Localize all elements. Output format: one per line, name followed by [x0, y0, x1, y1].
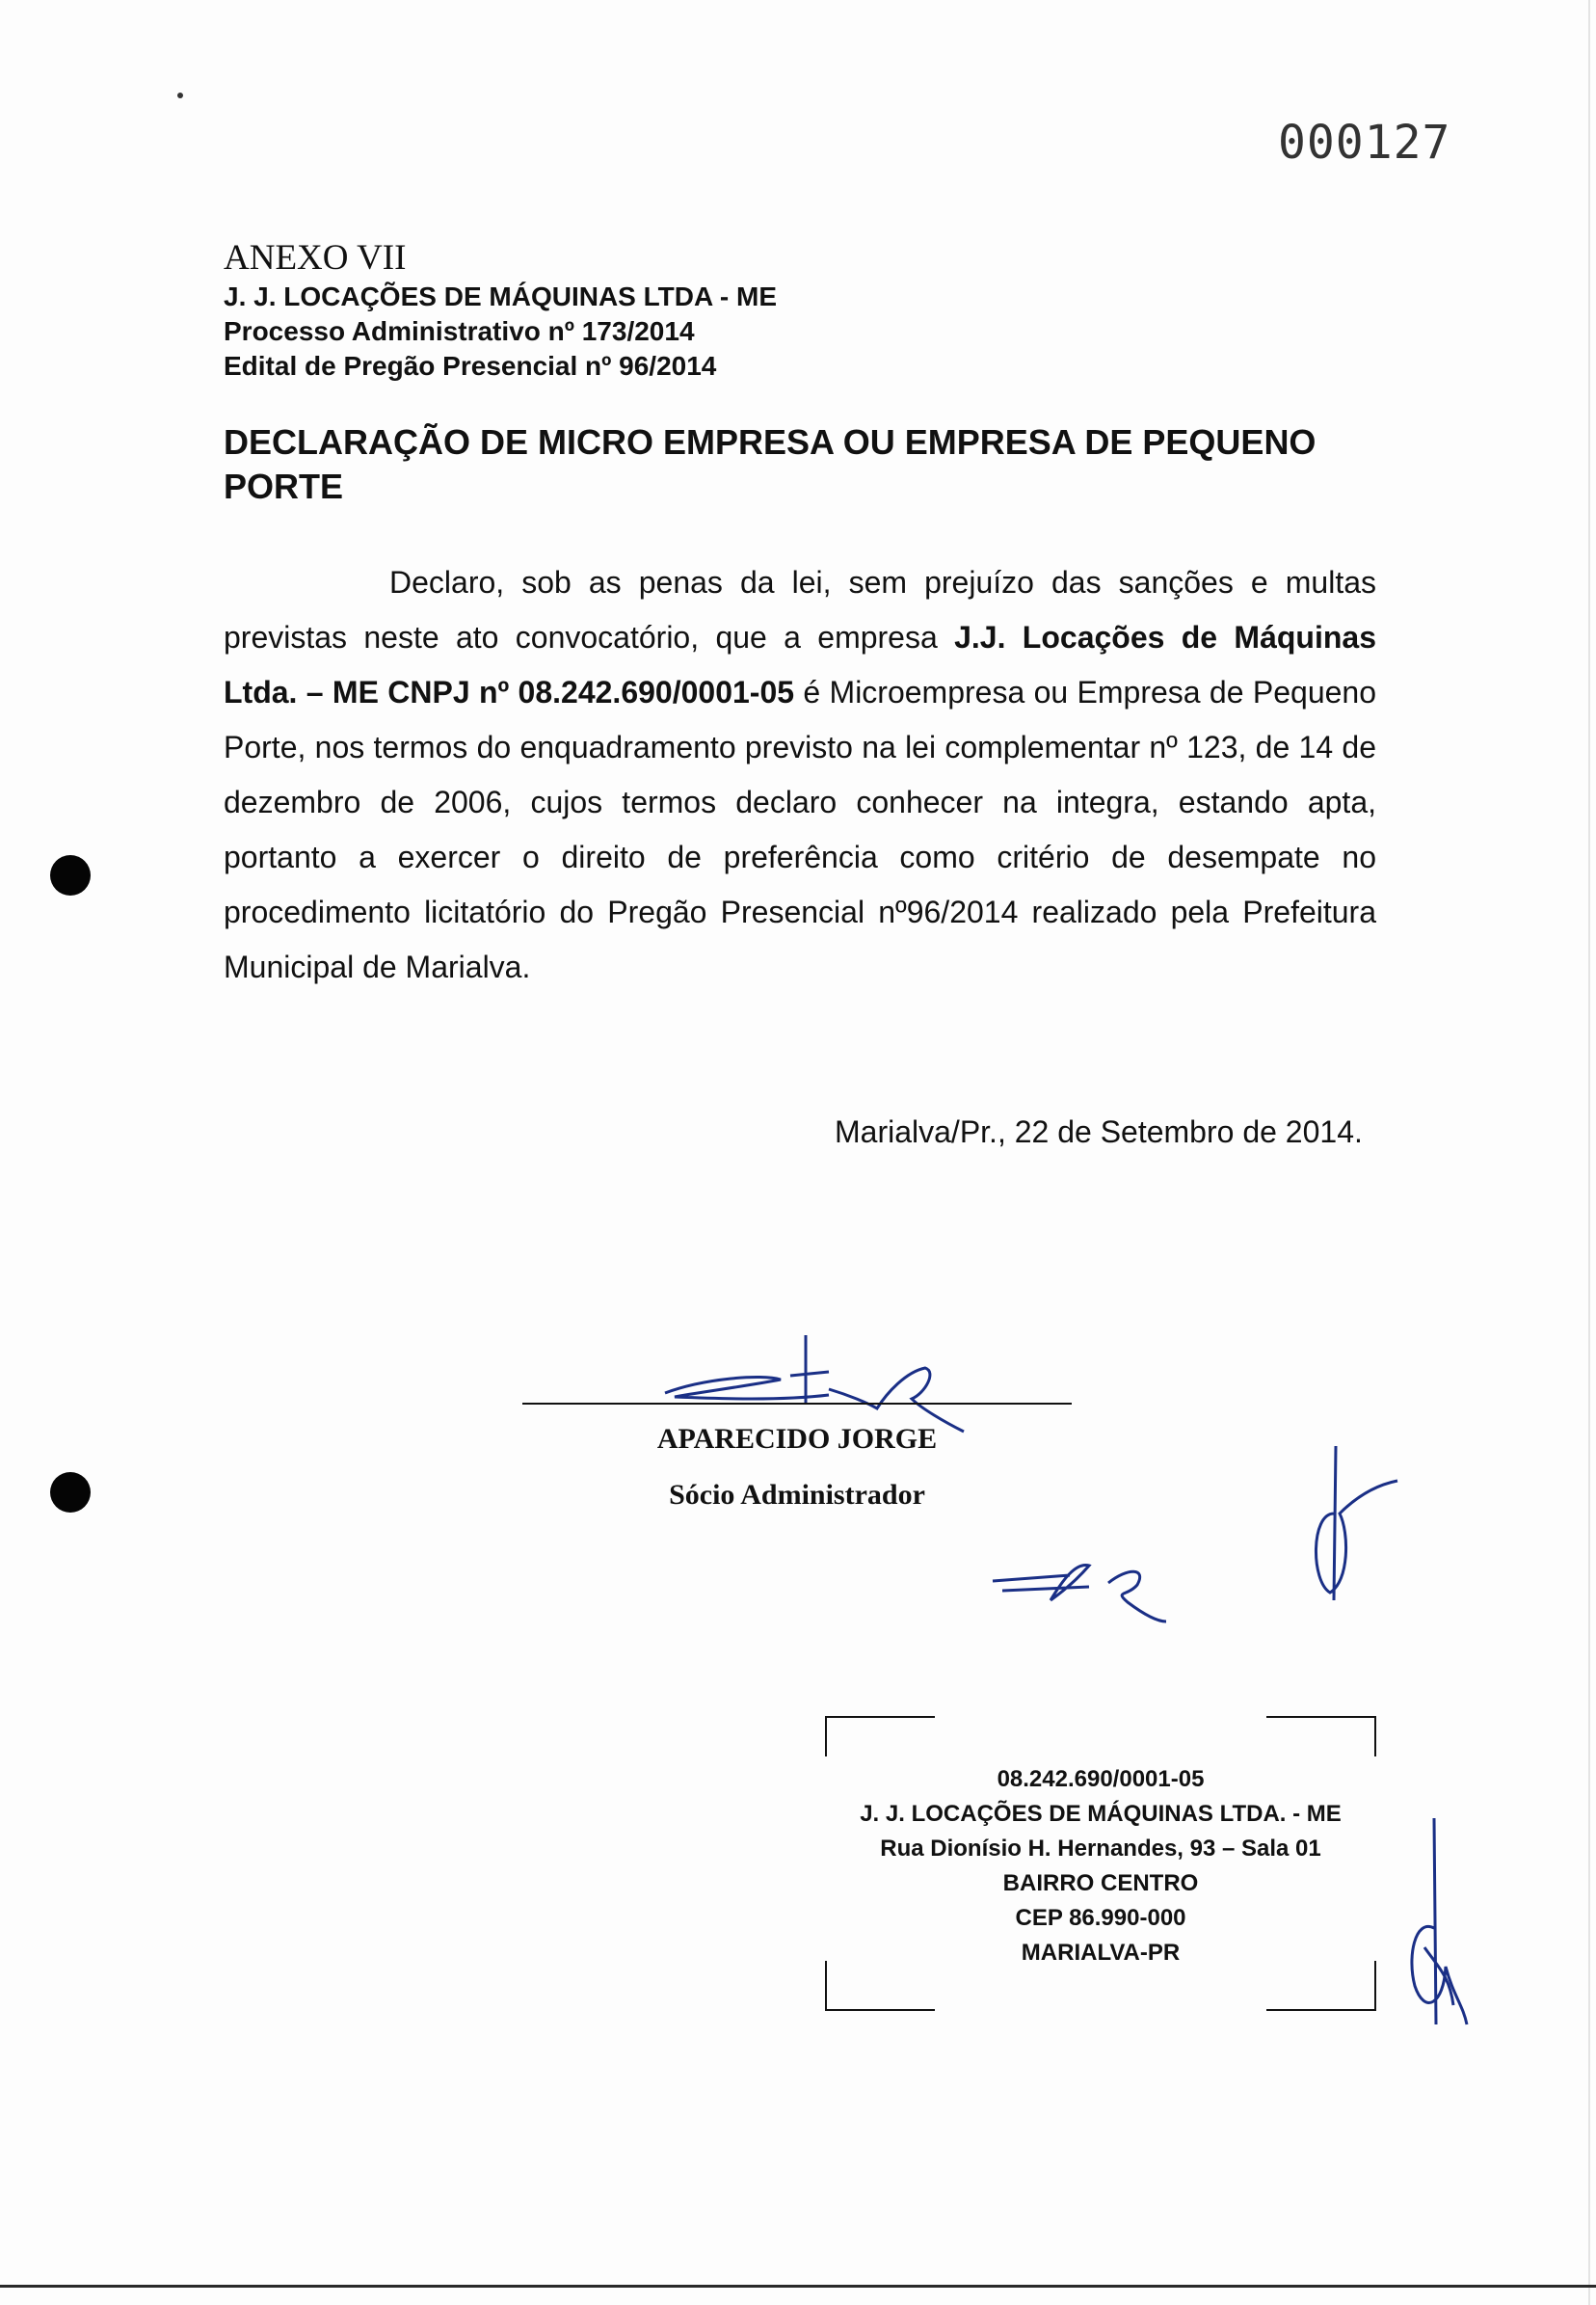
- stamp-corner: [825, 1716, 935, 1756]
- signature-line: [522, 1403, 1072, 1405]
- signature-stroke: [790, 1335, 829, 1403]
- process-heading: Processo Administrativo nº 173/2014: [224, 316, 695, 346]
- signer-role: Sócio Administrador: [669, 1479, 925, 1511]
- signer-name: APARECIDO JORGE: [656, 1423, 938, 1455]
- stamp-rubric-stroke: [1412, 1818, 1467, 2024]
- body-company-bold: J.J. Locações de Máquinas Ltda. – ME CNPJ nº 08.242.690/0001-05: [224, 620, 1377, 710]
- stamp-city: MARIALVA-PR: [1021, 1940, 1181, 1966]
- rubric-stroke: [1316, 1446, 1397, 1600]
- company-heading: J. J. LOCAÇÕES DE MÁQUINAS LTDA - ME: [224, 281, 778, 311]
- company-stamp: [825, 1716, 1376, 2011]
- declaration-body: [224, 555, 1376, 995]
- body-text-part1: Declaro, sob as penas da lei, sem prejuízo das sanções e multas previstas neste ato convocatório, que a empresa: [224, 565, 1376, 655]
- initials-stroke: [993, 1565, 1089, 1600]
- punch-hole: [50, 1472, 91, 1513]
- handwritten-rubric: [1291, 1436, 1407, 1610]
- stamp-zip: CEP 86.990-000: [1015, 1905, 1186, 1931]
- stamp-district: BAIRRO CENTRO: [1002, 1870, 1199, 1896]
- scan-edge-bottom: [0, 2285, 1596, 2288]
- scan-edge-right: [1588, 0, 1590, 2305]
- handwritten-initials: [983, 1533, 1234, 1629]
- page-number: 000127: [1278, 116, 1451, 170]
- stamp-address: Rua Dionísio H. Hernandes, 93 – Sala 01: [880, 1836, 1321, 1862]
- notice-heading: Edital de Pregão Presencial nº 96/2014: [224, 351, 717, 381]
- date-line: Marialva/Pr., 22 de Setembro de 2014.: [835, 1114, 1363, 1149]
- stamp-company: J. J. LOCAÇÕES DE MÁQUINAS LTDA. - ME: [860, 1801, 1342, 1827]
- initials-stroke: [1108, 1571, 1166, 1622]
- document-title: DECLARAÇÃO DE MICRO EMPRESA OU EMPRESA DE PEQUENO PORTE: [224, 422, 1317, 506]
- stamp-corner: [1266, 1716, 1376, 1756]
- annex-heading: ANEXO VII: [224, 238, 407, 278]
- scan-speck: [177, 93, 183, 98]
- stamp-text: [825, 1762, 1376, 1970]
- body-text-part2: é Microempresa ou Empresa de Pequeno Porte, nos termos do enquadramento previsto na lei complementar nº 123, de 14 de dezembro de 2006, cujos termos declaro conhecer na integra, estando apta, portanto a exercer o direito de preferência como critério de desempate no procedimento licitatório do Pregão Presencial nº96/2014 realizado pela Prefeitura Municipal de Marialva.: [224, 675, 1377, 984]
- punch-hole: [50, 855, 91, 896]
- handwritten-stamp-rubric: [1396, 1812, 1473, 2034]
- stamp-cnpj: 08.242.690/0001-05: [997, 1766, 1205, 1792]
